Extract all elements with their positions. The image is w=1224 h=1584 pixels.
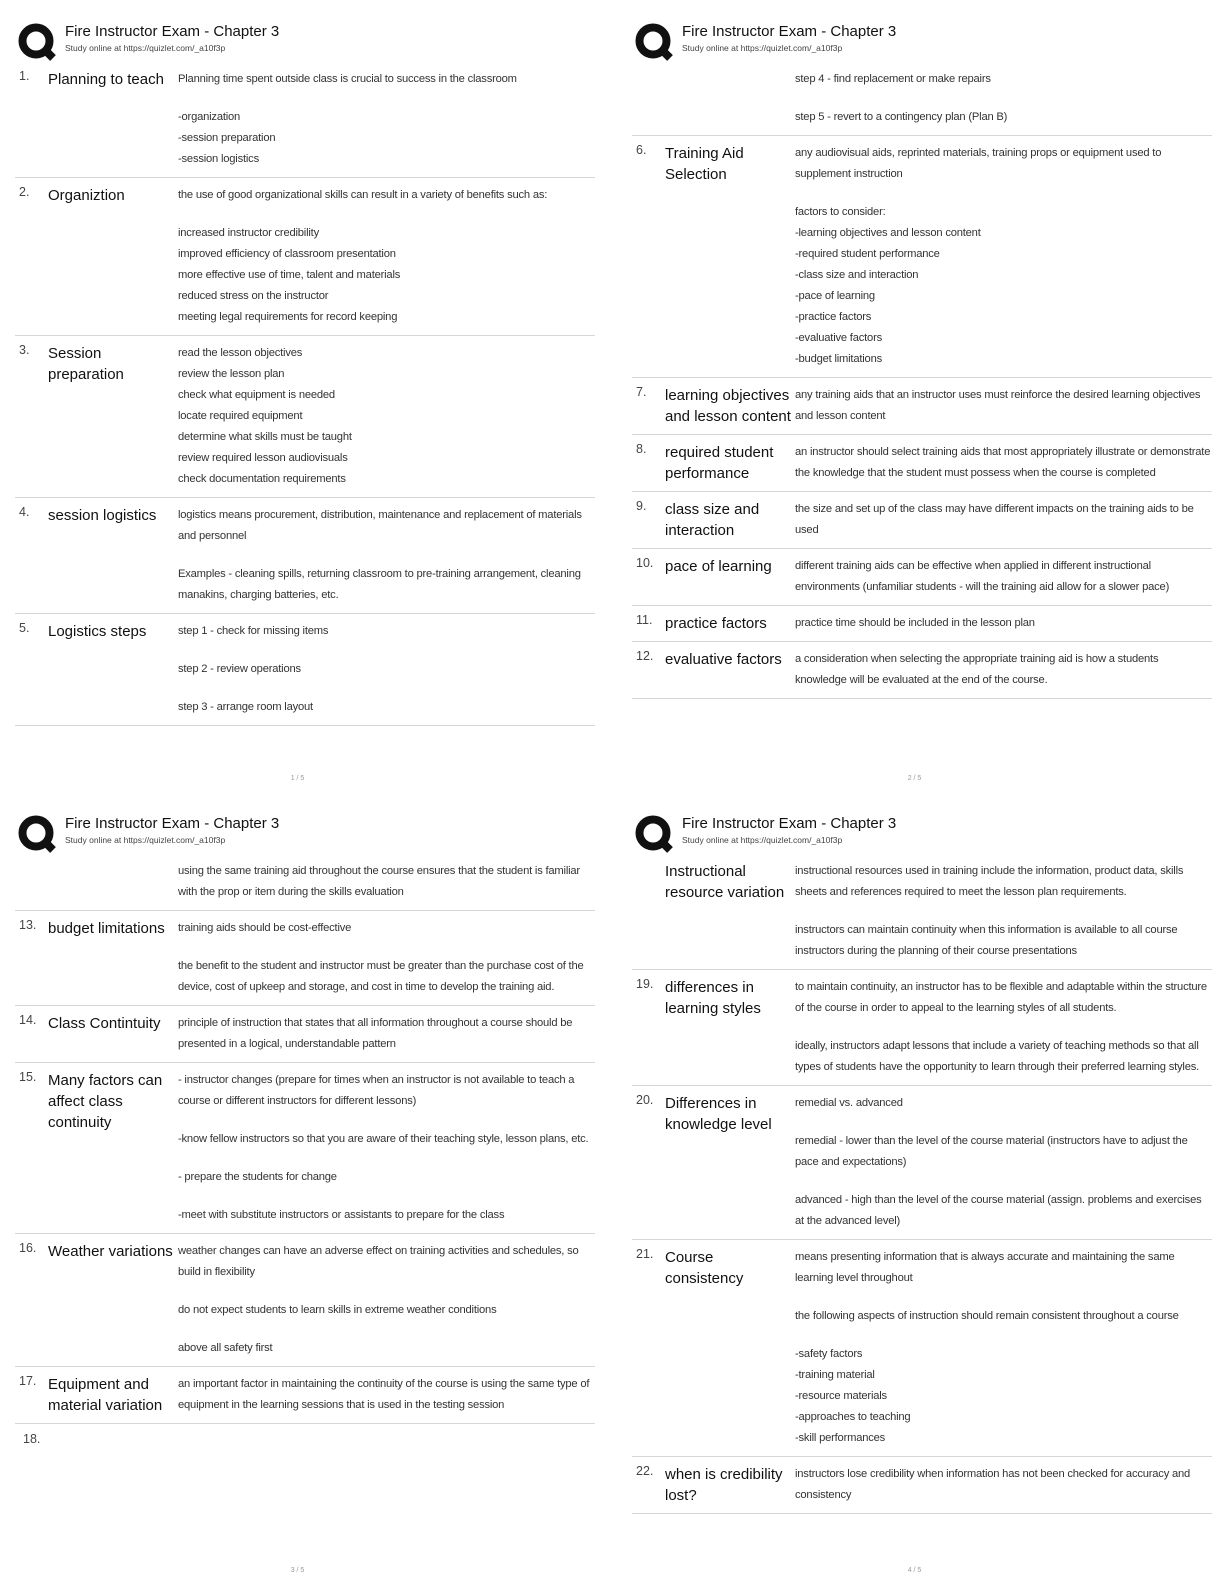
definition-line: -evaluative factors xyxy=(795,332,882,344)
definition-line: Examples - cleaning spills, returning classroom to pre-training arrangement, cleaning manakins, charging batteries, etc. xyxy=(178,568,584,601)
definition-line: advanced - high than the level of the course material (assign. problems and exercises at the advanced level) xyxy=(795,1194,1205,1227)
flashcard-row xyxy=(632,1240,1212,1457)
definition-line: an instructor should select training aids that most appropriately illustrate or demonstrate the knowledge that the student must possess when the course is completed xyxy=(795,446,1214,479)
definition-line: -session preparation xyxy=(178,132,276,144)
definition-line: increased instructor credibility xyxy=(178,227,319,239)
card-definition xyxy=(178,343,595,490)
flashcard-row xyxy=(15,854,595,911)
card-number: 10. xyxy=(636,556,654,570)
card-number: 15. xyxy=(19,1070,37,1084)
paragraph-gap xyxy=(178,1283,595,1300)
quizlet-logo-icon xyxy=(17,22,57,62)
definition-line: the following aspects of instruction should remain consistent throughout a course xyxy=(795,1310,1179,1322)
card-definition xyxy=(795,977,1212,1078)
card-term: when is credibility lost? xyxy=(665,1466,783,1504)
card-number: 14. xyxy=(19,1013,37,1027)
card-term: budget limitations xyxy=(48,920,165,937)
definition-line: the benefit to the student and instructor must be greater than the purchase cost of the device, cost of upkeep and storage, and cost in time to develop the training aid. xyxy=(178,960,587,993)
definition-line: the size and set up of the class may have different impacts on the training aids to be used xyxy=(795,503,1197,536)
card-definition xyxy=(178,1374,595,1416)
document-title: Fire Instructor Exam - Chapter 3 xyxy=(682,815,897,832)
definition-line: practice time should be included in the lesson plan xyxy=(795,617,1035,629)
definition-line: -session logistics xyxy=(178,153,259,165)
definition-line: an important factor in maintaining the continuity of the course is using the same type of equipment in the learning sessions that is used in the testing session xyxy=(178,1378,593,1411)
page-2 xyxy=(632,18,1212,788)
paragraph-gap xyxy=(178,1321,595,1338)
definition-line: check documentation requirements xyxy=(178,473,346,485)
definition-line: reduced stress on the instructor xyxy=(178,290,329,302)
paragraph-gap xyxy=(795,1173,1212,1190)
definition-line: step 4 - find replacement or make repairs xyxy=(795,73,991,85)
card-definition xyxy=(178,69,595,170)
paragraph-gap xyxy=(178,939,595,956)
card-definition xyxy=(178,861,595,903)
paragraph-gap xyxy=(795,1289,1212,1306)
page-number: 3 / 5 xyxy=(290,1567,305,1574)
study-online-link[interactable]: Study online at https://quizlet.com/_a10f3p xyxy=(65,835,226,845)
definition-line: -training material xyxy=(795,1369,875,1381)
definition-line: -practice factors xyxy=(795,311,872,323)
card-term: evaluative factors xyxy=(665,651,782,668)
definition-line: -know fellow instructors so that you are aware of their teaching style, lesson plans, etc. xyxy=(178,1133,589,1145)
quizlet-logo-icon xyxy=(634,22,674,62)
definition-line: do not expect students to learn skills in extreme weather conditions xyxy=(178,1304,497,1316)
definition-line: weather changes can have an adverse effect on training activities and schedules, so build in flexibility xyxy=(178,1245,582,1278)
definition-line: - prepare the students for change xyxy=(178,1171,337,1183)
card-term: pace of learning xyxy=(665,558,772,575)
definition-line: improved efficiency of classroom presentation xyxy=(178,248,396,260)
flashcard-row xyxy=(15,498,595,614)
flashcard-row xyxy=(15,1234,595,1367)
document-title: Fire Instructor Exam - Chapter 3 xyxy=(65,23,280,40)
flashcard-row xyxy=(632,642,1212,699)
definition-line: read the lesson objectives xyxy=(178,347,303,359)
page-1 xyxy=(15,18,595,788)
paragraph-gap xyxy=(178,547,595,564)
page-3 xyxy=(15,810,595,1580)
card-number: 11. xyxy=(636,613,653,627)
definition-line: meeting legal requirements for record keeping xyxy=(178,311,398,323)
definition-line: -organization xyxy=(178,111,241,123)
card-term: Course consistency xyxy=(665,1249,744,1287)
quizlet-logo-icon xyxy=(634,814,674,854)
definition-line: -budget limitations xyxy=(795,353,882,365)
definition-line: different training aids can be effective when applied in different instructional environments (unfamiliar students - will the training aid allow for a slower pace) xyxy=(795,560,1170,593)
definition-line: -resource materials xyxy=(795,1390,887,1402)
definition-line: determine what skills must be taught xyxy=(178,431,352,443)
paragraph-gap xyxy=(795,1019,1212,1036)
card-term: Organiztion xyxy=(48,187,125,204)
card-number: 7. xyxy=(636,385,647,399)
paragraph-gap xyxy=(178,1150,595,1167)
flashcard-row xyxy=(632,606,1212,642)
definition-line: principle of instruction that states that all information throughout a course should be presented in a logical, understandable pattern xyxy=(178,1017,576,1050)
definition-line: step 3 - arrange room layout xyxy=(178,701,313,713)
card-term: practice factors xyxy=(665,615,767,632)
card-number: 18. xyxy=(23,1432,41,1446)
definition-line: -approaches to teaching xyxy=(795,1411,911,1423)
definition-line: instructors can maintain continuity when this information is available to all course instructors during the planning of their course presentations xyxy=(795,924,1181,957)
card-definition xyxy=(178,185,595,328)
card-number: 16. xyxy=(19,1241,37,1255)
paragraph-gap xyxy=(795,1327,1212,1344)
card-number: 22. xyxy=(636,1464,654,1478)
card-definition xyxy=(795,385,1212,427)
card-term: Instructional resource variation xyxy=(665,863,785,901)
card-number: 9. xyxy=(636,499,647,513)
flashcard-row xyxy=(15,614,595,726)
card-number: 5. xyxy=(19,621,30,635)
definition-line: -learning objectives and lesson content xyxy=(795,227,981,239)
definition-line: -class size and interaction xyxy=(795,269,919,281)
card-definition xyxy=(795,1247,1212,1449)
study-online-link[interactable]: Study online at https://quizlet.com/_a10f3p xyxy=(682,835,843,845)
paragraph-gap xyxy=(795,185,1212,202)
flashcard-row xyxy=(15,178,595,336)
card-term: Training Aid Selection xyxy=(665,145,744,183)
page-number: 2 / 5 xyxy=(907,775,922,782)
definition-line: Planning time spent outside class is crucial to success in the classroom xyxy=(178,73,517,85)
card-term: session logistics xyxy=(48,507,157,524)
flashcard-row xyxy=(632,378,1212,435)
card-definition xyxy=(178,1070,595,1226)
flashcard-row xyxy=(632,62,1212,136)
card-number xyxy=(15,861,48,903)
card-term: differences in learning styles xyxy=(665,979,761,1017)
flashcard-row xyxy=(632,549,1212,606)
card-term: Planning to teach xyxy=(48,71,164,88)
card-definition xyxy=(795,613,1212,634)
definition-line: any audiovisual aids, reprinted materials, training props or equipment used to supplement instruction xyxy=(795,147,1165,180)
document-title: Fire Instructor Exam - Chapter 3 xyxy=(65,815,280,832)
card-definition xyxy=(795,499,1212,541)
definition-line: step 1 - check for missing items xyxy=(178,625,329,637)
definition-line: any training aids that an instructor uses must reinforce the desired learning objectives and lesson content xyxy=(795,389,1204,422)
definition-line: above all safety first xyxy=(178,1342,273,1354)
page-header xyxy=(632,18,1212,62)
card-number xyxy=(632,69,665,128)
flashcard-row xyxy=(632,492,1212,549)
card-term: learning objectives and lesson content xyxy=(665,387,791,425)
card-number: 1. xyxy=(19,69,30,83)
definition-line: -pace of learning xyxy=(795,290,875,302)
flashcard-row xyxy=(632,1457,1212,1514)
definition-line: logistics means procurement, distribution, maintenance and replacement of materials and personnel xyxy=(178,509,585,542)
card-number: 3. xyxy=(19,343,30,357)
definition-line: step 2 - review operations xyxy=(178,663,301,675)
card-definition xyxy=(795,556,1212,598)
card-definition xyxy=(795,442,1212,484)
definition-line: check what equipment is needed xyxy=(178,389,335,401)
card-number: 20. xyxy=(636,1093,654,1107)
page-header xyxy=(15,18,595,62)
card-definition xyxy=(795,143,1212,370)
card-definition xyxy=(795,69,1212,128)
definition-line: locate required equipment xyxy=(178,410,303,422)
flashcard-row xyxy=(15,1006,595,1063)
card-term: Weather variations xyxy=(48,1243,173,1260)
card-number: 19. xyxy=(636,977,654,991)
card-term: Class Contintuity xyxy=(48,1015,161,1032)
definition-line: to maintain continuity, an instructor has to be flexible and adaptable within the structure of the course in order to appeal to the learning styles of all students. xyxy=(795,981,1210,1014)
flashcard-row xyxy=(632,435,1212,492)
paragraph-gap xyxy=(178,1112,595,1129)
card-term: Many factors can affect class continuity xyxy=(48,1072,163,1131)
card-definition xyxy=(795,1464,1212,1506)
flashcard-row xyxy=(632,854,1212,970)
definition-line: review required lesson audiovisuals xyxy=(178,452,348,464)
card-term: Session preparation xyxy=(48,345,124,383)
definition-line: instructional resources used in training include the information, product data, skills sheets and references required to meet the lesson plan requirements. xyxy=(795,865,1187,898)
paragraph-gap xyxy=(795,1114,1212,1131)
card-number: 17. xyxy=(19,1374,37,1388)
page-header xyxy=(15,810,595,854)
card-definition xyxy=(178,1013,595,1055)
study-online-link[interactable]: Study online at https://quizlet.com/_a10f3p xyxy=(65,43,226,53)
definition-line: - instructor changes (prepare for times when an instructor is not available to teach a course or different instructors for different lessons) xyxy=(178,1074,578,1107)
card-number: 2. xyxy=(19,185,30,199)
paragraph-gap xyxy=(178,680,595,697)
study-online-link[interactable]: Study online at https://quizlet.com/_a10f3p xyxy=(682,43,843,53)
definition-line: -required student performance xyxy=(795,248,940,260)
page-4 xyxy=(632,810,1212,1580)
flashcard-row xyxy=(15,1063,595,1234)
page-number: 1 / 5 xyxy=(290,775,305,782)
paragraph-gap xyxy=(178,1188,595,1205)
card-definition xyxy=(795,1093,1212,1232)
definition-line: the use of good organizational skills can result in a variety of benefits such as: xyxy=(178,189,548,201)
card-definition xyxy=(795,861,1212,962)
card-term: class size and interaction xyxy=(665,501,760,539)
paragraph-gap xyxy=(795,903,1212,920)
paragraph-gap xyxy=(178,642,595,659)
definition-line: training aids should be cost-effective xyxy=(178,922,352,934)
card-definition xyxy=(795,649,1212,691)
definition-line: instructors lose credibility when information has not been checked for accuracy and consistency xyxy=(795,1468,1193,1501)
definition-line: ideally, instructors adapt lessons that include a variety of teaching methods so that all types of students have the opportunity to learn through their preferred learning styles. xyxy=(795,1040,1202,1073)
definition-line: -safety factors xyxy=(795,1348,863,1360)
card-definition xyxy=(178,505,595,606)
card-term: Differences in knowledge level xyxy=(665,1095,772,1133)
card-term xyxy=(665,69,795,128)
card-definition xyxy=(178,918,595,998)
flashcard-row xyxy=(632,970,1212,1086)
card-term: required student performance xyxy=(665,444,774,482)
flashcard-row xyxy=(15,336,595,498)
definition-line: factors to consider: xyxy=(795,206,886,218)
paragraph-gap xyxy=(178,206,595,223)
card-definition xyxy=(178,621,595,718)
definition-line: using the same training aid throughout the course ensures that the student is familiar with the prop or item during the skills evaluation xyxy=(178,865,583,898)
definition-line: more effective use of time, talent and materials xyxy=(178,269,401,281)
flashcard-row xyxy=(632,136,1212,378)
card-number xyxy=(632,861,665,962)
card-number: 8. xyxy=(636,442,647,456)
flashcard-row xyxy=(15,911,595,1006)
card-term: Equipment and material variation xyxy=(48,1376,163,1414)
flashcard-row xyxy=(15,62,595,178)
paragraph-gap xyxy=(178,90,595,107)
quizlet-logo-icon xyxy=(17,814,57,854)
definition-line: remedial vs. advanced xyxy=(795,1097,903,1109)
card-number: 21. xyxy=(636,1247,654,1261)
card-definition xyxy=(178,1241,595,1359)
definition-line: review the lesson plan xyxy=(178,368,285,380)
card-term: Logistics steps xyxy=(48,623,147,640)
definition-line: means presenting information that is always accurate and maintaining the same learning level throughout xyxy=(795,1251,1178,1284)
definition-line: step 5 - revert to a contingency plan (Plan B) xyxy=(795,111,1008,123)
page-header xyxy=(632,810,1212,854)
page-number: 4 / 5 xyxy=(907,1567,922,1574)
card-number: 13. xyxy=(19,918,37,932)
card-number: 12. xyxy=(636,649,654,663)
flashcard-row xyxy=(632,1086,1212,1240)
card-term xyxy=(48,861,178,903)
card-number: 4. xyxy=(19,505,30,519)
definition-line: remedial - lower than the level of the course material (instructors have to adjust the pace and expectations) xyxy=(795,1135,1191,1168)
definition-line: a consideration when selecting the appropriate training aid is how a students knowledge will be evaluated at the end of the course. xyxy=(795,653,1162,686)
card-number: 6. xyxy=(636,143,647,157)
definition-line: -skill performances xyxy=(795,1432,886,1444)
definition-line: -meet with substitute instructors or assistants to prepare for the class xyxy=(178,1209,505,1221)
paragraph-gap xyxy=(795,90,1212,107)
document-title: Fire Instructor Exam - Chapter 3 xyxy=(682,23,897,40)
flashcard-row xyxy=(15,1367,595,1424)
